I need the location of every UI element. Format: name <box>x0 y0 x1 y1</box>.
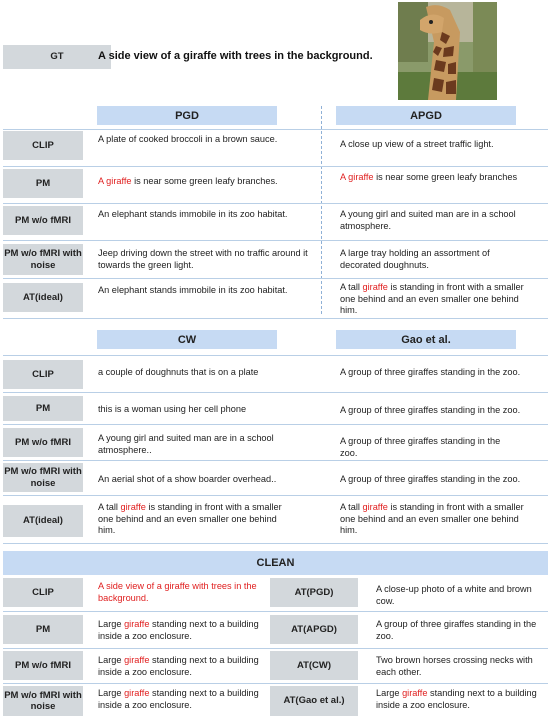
caption-text: Large <box>98 619 125 629</box>
caption-cw <box>98 404 313 416</box>
caption-text: A large tray holding an assortment of decorated doughnuts. <box>340 248 490 270</box>
row-label: CLIP <box>3 578 83 607</box>
caption-text: Large <box>376 688 403 698</box>
caption-text: is standing in front with a smaller one behind and an even smaller one behind him. <box>340 502 524 535</box>
highlighted-text: giraffe <box>124 688 150 698</box>
caption-gao <box>340 367 540 379</box>
caption-text: A close up view of a street traffic light. <box>340 139 494 149</box>
row-label: CLIP <box>3 360 83 389</box>
caption-text: is standing in front with a smaller one behind and an even smaller one behind him. <box>340 282 524 315</box>
caption-text: standing next to a building inside a zoo enclosure. <box>98 655 259 677</box>
caption-text: Large <box>98 655 125 665</box>
header-clean: CLEAN <box>3 551 548 575</box>
caption-text: A tall <box>98 502 121 512</box>
caption-apgd <box>340 282 530 317</box>
caption-apgd <box>340 139 530 151</box>
caption-at <box>376 584 541 607</box>
caption-text: this is a woman using her cell phone <box>98 404 247 414</box>
caption-text: standing next to a building inside a zoo enclosure. <box>376 688 537 710</box>
row-label: PM w/o fMRI with noise <box>3 244 83 275</box>
row-label-at: AT(Gao et al.) <box>270 686 358 716</box>
caption-clean <box>98 655 268 678</box>
caption-cw <box>98 502 288 537</box>
caption-pgd <box>98 176 298 188</box>
row-label: PM w/o fMRI <box>3 651 83 680</box>
highlighted-text: A giraffe <box>340 172 374 182</box>
row-label: AT(ideal) <box>3 283 83 312</box>
row-label: PM w/o fMRI <box>3 206 83 235</box>
row-label: PM <box>3 396 83 421</box>
caption-pgd <box>98 134 298 146</box>
row-label: PM <box>3 615 83 644</box>
caption-apgd <box>340 172 520 184</box>
highlighted-text: giraffe <box>402 688 428 698</box>
caption-apgd <box>340 209 530 232</box>
caption-clean <box>98 619 268 642</box>
row-label: PM w/o fMRI <box>3 428 83 457</box>
caption-text: Two brown horses crossing necks with each other. <box>376 655 533 677</box>
highlighted-text: giraffe <box>362 502 388 512</box>
caption-text: Large <box>98 688 125 698</box>
header-pgd: PGD <box>97 106 277 125</box>
caption-text: A group of three giraffes standing in the zoo. <box>340 474 521 484</box>
row-label: PM w/o fMRI with noise <box>3 686 83 716</box>
caption-text: A young girl and suited man are in a school atmosphere.. <box>98 433 274 455</box>
caption-text: An aerial shot of a show boarder overhead.. <box>98 474 277 484</box>
divider <box>321 106 322 314</box>
caption-apgd <box>340 248 525 271</box>
row-label-at: AT(APGD) <box>270 615 358 644</box>
highlighted-text: A side view of a giraffe with trees in the background. <box>98 581 257 603</box>
row-label: PM <box>3 169 83 198</box>
caption-gao <box>340 436 515 459</box>
caption-at <box>376 619 544 642</box>
caption-text: A young girl and suited man are in a school atmosphere. <box>340 209 516 231</box>
caption-text: An elephant stands immobile in its zoo habitat. <box>98 209 288 219</box>
highlighted-text: giraffe <box>124 655 150 665</box>
row-label: AT(ideal) <box>3 505 83 537</box>
caption-at <box>376 688 544 711</box>
highlighted-text: giraffe <box>120 502 146 512</box>
highlighted-text: giraffe <box>362 282 388 292</box>
caption-text: is near some green leafy branches. <box>131 176 278 186</box>
caption-cw <box>98 433 298 456</box>
caption-text: A tall <box>340 282 363 292</box>
caption-text: A tall <box>340 502 363 512</box>
caption-pgd <box>98 209 298 221</box>
caption-text: A plate of cooked broccoli in a brown sauce. <box>98 134 278 144</box>
gt-label: GT <box>3 45 111 69</box>
caption-cw <box>98 474 313 486</box>
caption-text: An elephant stands immobile in its zoo habitat. <box>98 285 288 295</box>
header-cw: CW <box>97 330 277 349</box>
caption-text: A group of three giraffes standing in the zoo. <box>376 619 537 641</box>
header-gao: Gao et al. <box>336 330 516 349</box>
caption-text: Jeep driving down the street with no traffic around it towards the green light. <box>98 248 308 270</box>
highlighted-text: giraffe <box>124 619 150 629</box>
caption-pgd <box>98 248 313 271</box>
caption-text: A close-up photo of a white and brown cow. <box>376 584 532 606</box>
caption-pgd <box>98 285 298 297</box>
caption-gao <box>340 502 530 537</box>
caption-text: A group of three giraffes standing in the zoo. <box>340 436 501 458</box>
caption-gao <box>340 474 540 486</box>
caption-text: A group of three giraffes standing in the zoo. <box>340 405 521 415</box>
caption-clean <box>98 688 268 711</box>
gt-caption: A side view of a giraffe with trees in the background. <box>98 50 373 62</box>
caption-text: A group of three giraffes standing in the zoo. <box>340 367 521 377</box>
row-label-at: AT(CW) <box>270 651 358 680</box>
caption-cw <box>98 367 313 379</box>
caption-text: standing next to a building inside a zoo enclosure. <box>98 619 259 641</box>
caption-clean <box>98 581 268 604</box>
caption-text: a couple of doughnuts that is on a plate <box>98 367 259 377</box>
header-apgd: APGD <box>336 106 516 125</box>
caption-text: standing next to a building inside a zoo enclosure. <box>98 688 259 710</box>
row-label: CLIP <box>3 131 83 160</box>
row-label: PM w/o fMRI with noise <box>3 463 83 492</box>
caption-text: is standing in front with a smaller one behind and an even smaller one behind him. <box>98 502 282 535</box>
row-label-at: AT(PGD) <box>270 578 358 607</box>
caption-at <box>376 655 544 678</box>
caption-gao <box>340 405 540 417</box>
highlighted-text: A giraffe <box>98 176 132 186</box>
caption-text: is near some green leafy branches <box>373 172 518 182</box>
giraffe-image <box>398 2 497 100</box>
